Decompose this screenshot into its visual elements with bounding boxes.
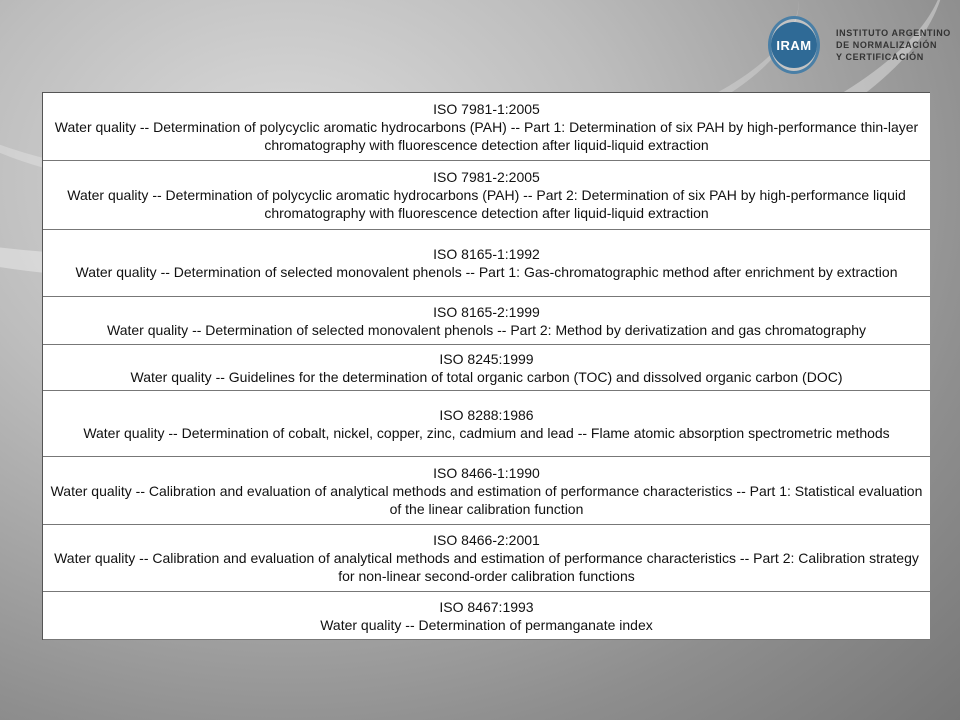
standard-code: ISO 8165-1:1992: [433, 246, 540, 262]
iram-logo: [768, 12, 951, 78]
standard-code: ISO 8288:1986: [439, 406, 534, 423]
standard-title: Water quality -- Calibration and evaluation of analytical methods and estimation of performance characteristics -- Part 1: Statistical evaluation of the linear calibration function: [50, 482, 923, 517]
table-row: [43, 525, 930, 592]
table-row: [43, 345, 930, 391]
iram-logo-mark: IRAM: [771, 22, 817, 68]
standard-title: Water quality -- Calibration and evaluation of analytical methods and estimation of performance characteristics -- Part 2: Calibration strategy for non-linear second-order calibration functions: [54, 550, 919, 584]
standard-code: ISO 8165-2:1999: [433, 303, 540, 320]
table-row: [43, 297, 930, 345]
logo-line-3: Y CERTIFICACIÓN: [836, 52, 924, 62]
standard-title: Water quality -- Determination of permanganate index: [320, 616, 653, 633]
standard-code: ISO 8466-2:2001: [433, 532, 540, 548]
table-row: [43, 457, 930, 525]
standard-code: ISO 7981-2:2005: [433, 169, 540, 185]
logo-line-1: INSTITUTO ARGENTINO: [836, 28, 951, 38]
standard-title: Water quality -- Determination of polycyclic aromatic hydrocarbons (PAH) -- Part 2: Determination of six PAH by high-performance liquid chromatography with fluorescence detection after liquid-liquid extraction: [67, 187, 906, 221]
iram-logo-icon: [768, 16, 820, 74]
logo-line-2: DE NORMALIZACIÓN: [836, 40, 938, 50]
standards-table: [42, 92, 930, 640]
table-row: [43, 391, 930, 457]
standard-title: Water quality -- Determination of polycyclic aromatic hydrocarbons (PAH) -- Part 1: Determination of six PAH by high-performance thin-layer chromatography with fluorescence detection after liquid-liquid extraction: [54, 118, 919, 153]
table-row: [43, 592, 930, 640]
standard-code: ISO 8467:1993: [439, 598, 534, 615]
standard-title: Water quality -- Determination of selected monovalent phenols -- Part 1: Gas-chromatographic method after enrichment by extraction: [75, 264, 898, 280]
standard-code: ISO 8466-1:1990: [433, 464, 540, 481]
table-row: [43, 230, 930, 297]
standard-title: Water quality -- Determination of selected monovalent phenols -- Part 2: Method by derivatization and gas chromatography: [107, 321, 866, 338]
standard-title: Water quality -- Determination of cobalt, nickel, copper, zinc, cadmium and lead -- Flame atomic absorption spectrometric methods: [83, 424, 890, 441]
standard-code: ISO 8245:1999: [439, 350, 534, 367]
standard-title: Water quality -- Guidelines for the determination of total organic carbon (TOC) and dissolved organic carbon (DOC): [130, 368, 843, 385]
table-row: [43, 161, 930, 230]
table-row: [43, 93, 930, 161]
logo-text: [836, 27, 951, 63]
standard-code: ISO 7981-1:2005: [433, 100, 540, 117]
